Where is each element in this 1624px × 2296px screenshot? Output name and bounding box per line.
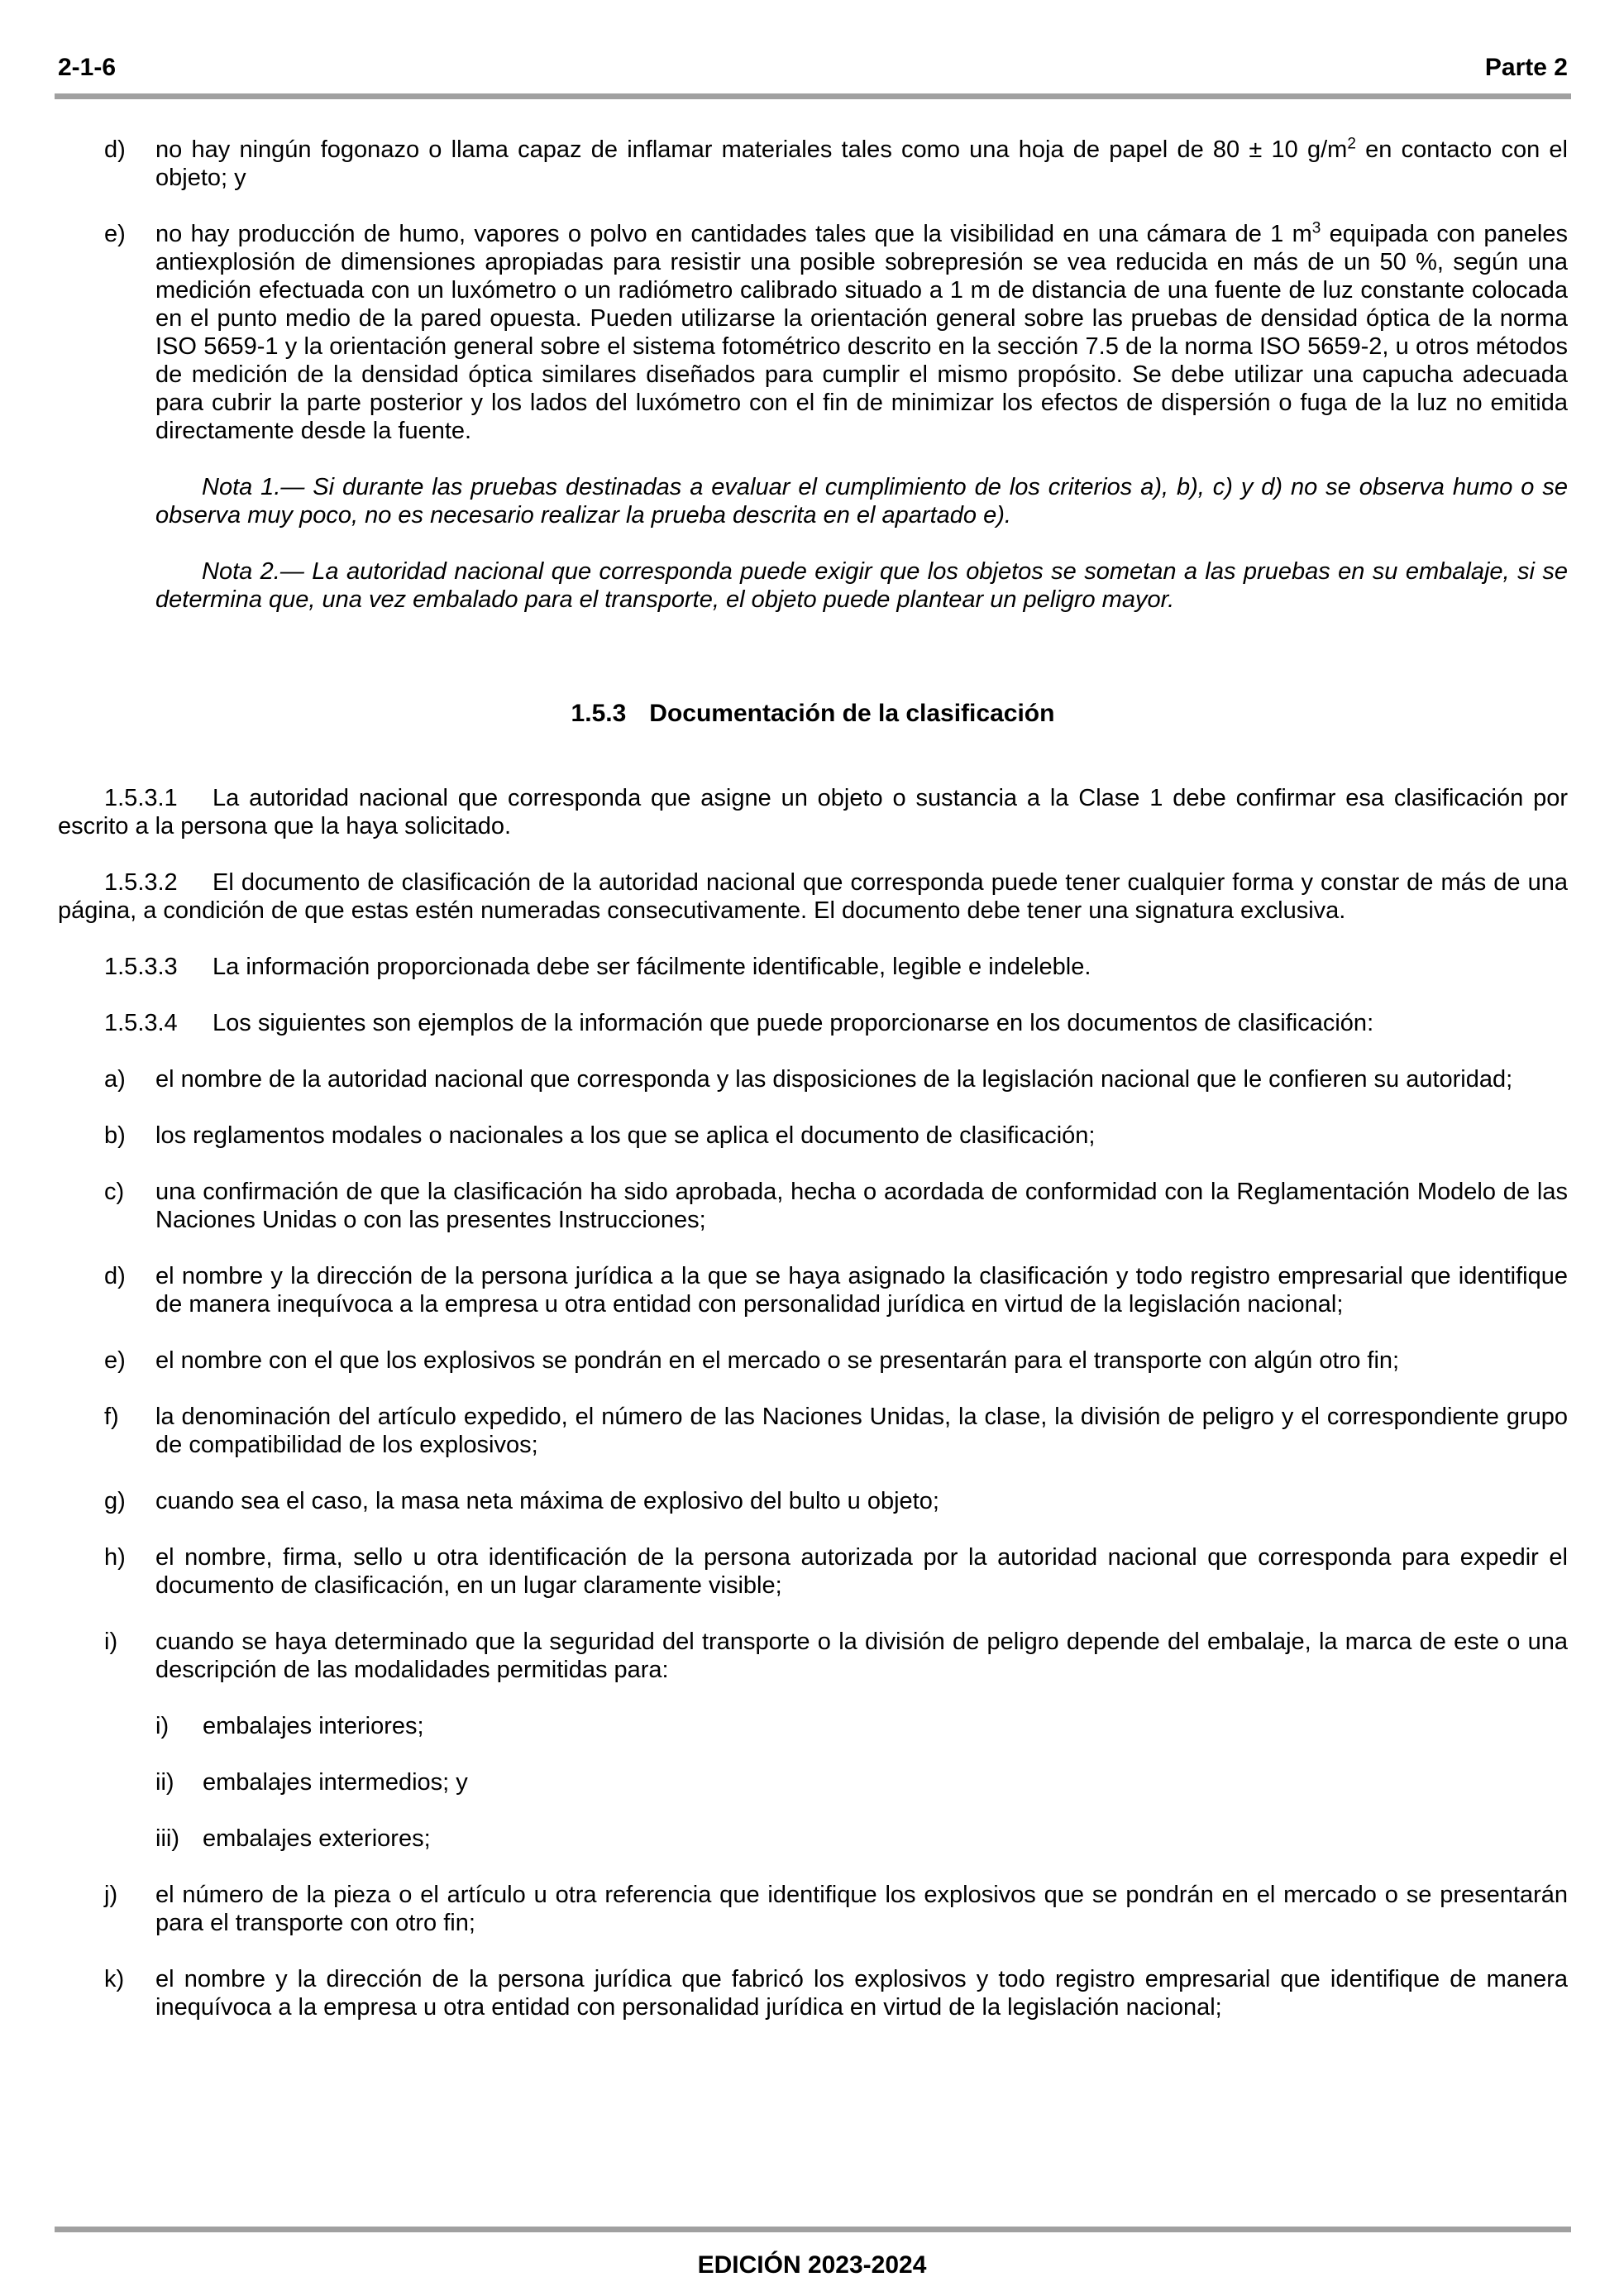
list-item-text: no hay ningún fogonazo o llama capaz de inflamar materiales tales como una hoja de papel de 80 ± 10 $g/m^2$ en contacto con el objeto; y xyxy=(155,135,1568,191)
paragraph-text: La información proporcionada debe ser fácilmente identificable, legible e indeleble. xyxy=(213,954,1091,980)
edition-footer: EDICIÓN 2023-2024 xyxy=(697,2251,927,2279)
list-item-label: a) xyxy=(104,1066,126,1093)
list-item-text: una confirmación de que la clasificación ha sido aprobada, hecha o acordada de conformidad con la Reglamentación Modelo de las Naciones Unidas o con las presentes Instrucciones; xyxy=(155,1179,1568,1233)
sub-list-item-label: i) xyxy=(155,1713,170,1739)
list-item xyxy=(58,1965,1568,2021)
paragraph xyxy=(58,953,1568,981)
list-item-text: cuando sea el caso, la masa neta máxima de explosivo del bulto u objeto; xyxy=(155,1488,939,1514)
paragraph xyxy=(58,868,1568,925)
sub-list-item xyxy=(58,1712,1568,1740)
paragraph xyxy=(58,1009,1568,1037)
sub-list-item-label: ii) xyxy=(155,1769,174,1796)
list-item-text: el nombre y la dirección de la persona jurídica a la que se haya asignado la clasificación y todo registro empresarial que identifique de manera inequívoca a la empresa u otra entidad con personalidad jurídica en virtud de la legislación nacional; xyxy=(155,1263,1568,1318)
superscript: 2 xyxy=(1347,135,1356,153)
list-item-label: g) xyxy=(104,1488,126,1514)
list-item xyxy=(58,1628,1568,1684)
list-item-label: k) xyxy=(104,1966,125,1992)
list-item xyxy=(58,1178,1568,1234)
paragraph-number: 1.5.3.4 xyxy=(104,1010,178,1036)
sub-list-item xyxy=(58,1768,1568,1796)
list-item-text: el nombre y la dirección de la persona jurídica que fabricó los explosivos y todo registro empresarial que identifique de manera inequívoca a la empresa u otra entidad con personalidad jurídica en virtud de la legislación nacional; xyxy=(155,1966,1568,2021)
footer-rule xyxy=(55,2227,1571,2232)
paragraph-text: Los siguientes son ejemplos de la información que puede proporcionarse en los documentos de clasificación: xyxy=(213,1010,1374,1036)
list-item xyxy=(58,1403,1568,1459)
list-item-label: c) xyxy=(104,1179,125,1205)
document-body xyxy=(58,136,1568,2050)
paragraph-number: 1.5.3.1 xyxy=(104,785,178,811)
sub-list-item xyxy=(58,1825,1568,1853)
list-item xyxy=(58,1065,1568,1093)
list-item xyxy=(58,136,1568,192)
sub-list-item-text: embalajes interiores; xyxy=(203,1713,424,1739)
list-item-text: el número de la pieza o el artículo u otra referencia que identifique los explosivos que se pondrán en el mercado o se presentarán para el transporte con otro fin; xyxy=(155,1882,1568,1936)
list-item-label: i) xyxy=(104,1629,118,1655)
list-item xyxy=(58,1122,1568,1150)
list-item-text: el nombre, firma, sello u otra identificación de la persona autorizada por la autoridad nacional que corresponda para expedir el documento de clasificación, en un lugar claramente visible; xyxy=(155,1544,1568,1599)
list-item-label: d) xyxy=(104,1263,126,1289)
list-item xyxy=(58,220,1568,445)
paragraph-text: La autoridad nacional que corresponda que asigne un objeto o sustancia a la Clase 1 debe confirmar esa clasificación por escrito a la persona que la haya solicitado. xyxy=(58,785,1568,839)
part-label: Parte 2 xyxy=(1484,54,1568,81)
list-item xyxy=(58,1543,1568,1600)
list-item-label: h) xyxy=(104,1544,126,1571)
list-item-label: d) xyxy=(104,136,126,163)
list-item-label: e) xyxy=(104,221,126,247)
list-item-text: no hay producción de humo, vapores o polvo en cantidades tales que la visibilidad en una cámara de 1 $m^3$ equipada con paneles antiexplosión de dimensiones apropiadas para resistir una posible sobrepresión se vea reducida en más de un 50 %, según una medición efectuada con un luxómetro o un radiómetro calibrado situado a 1 m de distancia de una fuente de luz constante colocada en el punto medio de la pared opuesta. Pueden utilizarse la orientación general sobre las pruebas de densidad óptica de la norma ISO 5659-1 y la orientación general sobre el sistema fotométrico descrito en la sección 7.5 de la norma ISO 5659-2, u otros métodos de medición de la densidad óptica similares diseñados para cumplir el mismo propósito. Se debe utilizar una capucha adecuada para cubrir la parte posterior y los lados del luxómetro con el fin de minimizar los efectos de dispersión o fuga de la luz no emitida directamente desde la fuente. xyxy=(155,219,1568,444)
section-heading xyxy=(58,700,1568,728)
paragraph-text: El documento de clasificación de la autoridad nacional que corresponda puede tener cualquier forma y constar de más de una página, a condición de que estas estén numeradas consecutivamente. El documento debe tener una signatura exclusiva. xyxy=(58,869,1568,924)
paragraph-number: 1.5.3.3 xyxy=(104,954,178,980)
list-item-label: j) xyxy=(104,1882,118,1908)
section-title: Documentación de la clasificación xyxy=(649,700,1055,727)
list-item-text: los reglamentos modales o nacionales a los que se aplica el documento de clasificación; xyxy=(155,1122,1096,1149)
list-item-text: la denominación del artículo expedido, el número de las Naciones Unidas, la clase, la división de peligro y el correspondiente grupo de compatibilidad de los explosivos; xyxy=(155,1404,1568,1458)
sub-list-item-text: embalajes exteriores; xyxy=(203,1825,431,1852)
list-item-text: cuando se haya determinado que la seguridad del transporte o la división de peligro depende del embalaje, la marca de este o una descripción de las modalidades permitidas para: xyxy=(155,1629,1568,1683)
list-item xyxy=(58,1487,1568,1515)
list-item-label: e) xyxy=(104,1347,126,1374)
page-number: 2-1-6 xyxy=(58,54,117,81)
list-item-text: el nombre con el que los explosivos se pondrán en el mercado o se presentarán para el transporte con algún otro fin; xyxy=(155,1347,1400,1374)
list-item xyxy=(58,1347,1568,1375)
paragraph xyxy=(58,784,1568,840)
sub-list-item-text: embalajes intermedios; y xyxy=(203,1769,468,1796)
list-item-text: el nombre de la autoridad nacional que corresponda y las disposiciones de la legislación nacional que le confieren su autoridad; xyxy=(155,1066,1513,1093)
list-item xyxy=(58,1262,1568,1318)
list-item xyxy=(58,1881,1568,1937)
paragraph-number: 1.5.3.2 xyxy=(104,869,178,896)
section-number: 1.5.3 xyxy=(571,700,627,727)
list-item-label: f) xyxy=(104,1404,119,1430)
list-item-label: b) xyxy=(104,1122,126,1149)
note-1: Nota 1.— Si durante las pruebas destinadas a evaluar el cumplimiento de los criterios a), b), c) y d) no se observa humo o se observa muy poco, no es necesario realizar la prueba descrita en el apartado e). xyxy=(155,474,1568,529)
note-2: Nota 2.— La autoridad nacional que corresponda puede exigir que los objetos se sometan a las pruebas en su embalaje, si se determina que, una vez embalado para el transporte, el objeto puede plantear un peligro mayor. xyxy=(155,558,1568,613)
header-rule xyxy=(55,93,1571,99)
sub-list-item-label: iii) xyxy=(155,1825,179,1852)
superscript: 3 xyxy=(1311,219,1321,237)
page-header xyxy=(58,51,1568,84)
